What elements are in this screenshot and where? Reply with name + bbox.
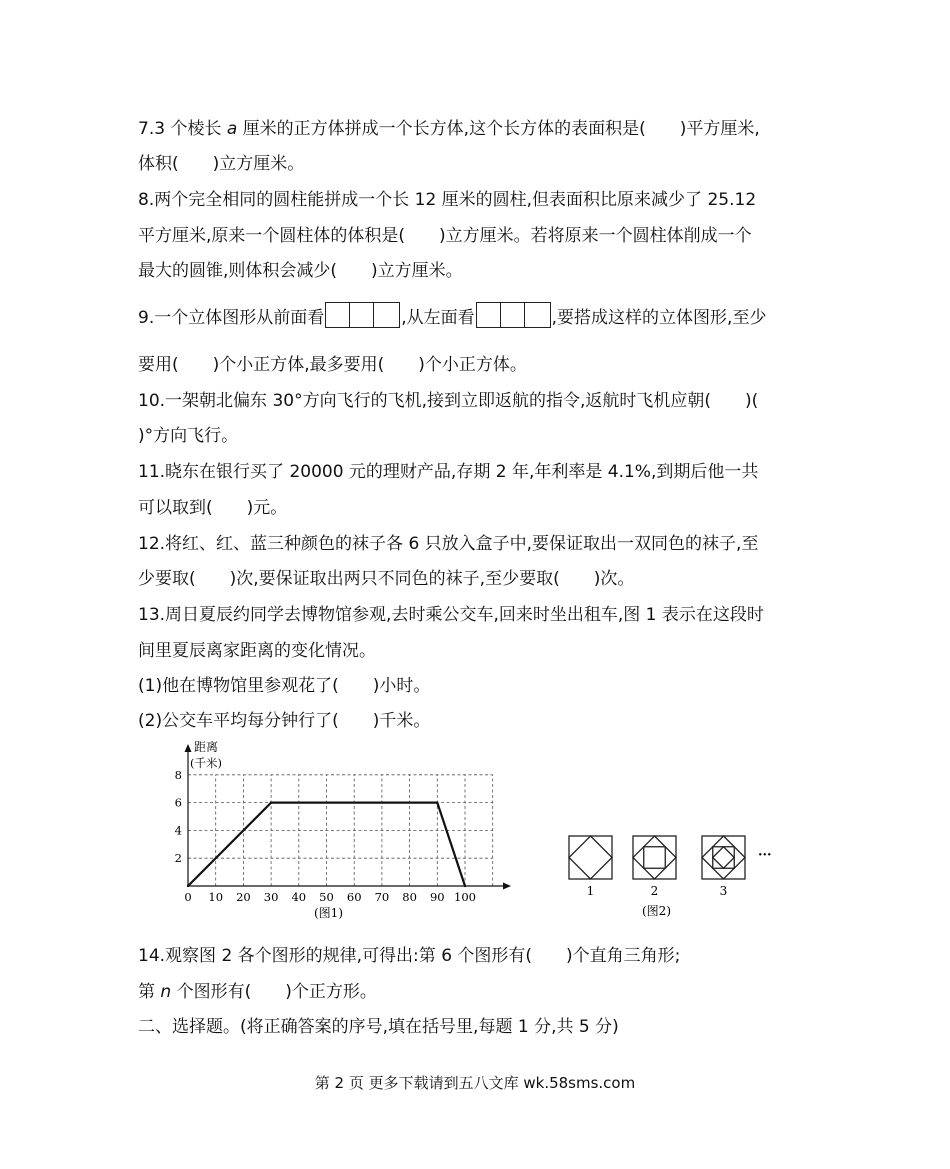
pattern-figure <box>560 828 790 923</box>
x-tick-label: 10 <box>208 890 224 904</box>
q12-line2: 少要取( )次,要保证取出两只不同色的袜子,至少要取( )次。 <box>138 569 635 589</box>
x-tick-label: 70 <box>374 890 390 904</box>
pattern-shape-3 <box>702 836 745 879</box>
x-tick-label: 60 <box>346 890 362 904</box>
pattern-shape-2 <box>633 836 676 879</box>
y-tick-label: 6 <box>174 795 182 810</box>
pattern-label-1: 1 <box>586 884 595 898</box>
y-axis-arrow <box>185 744 192 752</box>
q11-line2: 可以取到( )元。 <box>138 498 288 518</box>
y-tick-label: 2 <box>174 851 182 866</box>
q8-line3: 最大的圆锥,则体积会减少( )立方厘米。 <box>138 261 463 281</box>
pattern-ellipsis: ··· <box>758 848 772 863</box>
x-tick-label: 90 <box>429 890 445 904</box>
x-tick-label: 40 <box>291 890 307 904</box>
q8-line2: 平方厘米,原来一个圆柱体的体积是( )立方厘米。若将原来一个圆柱体削成一个 <box>138 226 752 246</box>
section2-heading: 二、选择题。(将正确答案的序号,填在括号里,每题 1 分,共 5 分) <box>138 1017 619 1037</box>
x-tick-label: 100 <box>454 890 476 904</box>
q13-line1: 13.周日夏辰约同学去博物馆参观,去时乘公交车,回来时坐出租车,图 1 表示在这段时 <box>138 605 764 625</box>
front-view-boxes <box>325 302 400 328</box>
y-axis-unit: (千米) <box>190 756 222 770</box>
y-tick-label: 4 <box>174 823 182 838</box>
data-point <box>436 801 438 803</box>
figure1-caption: (图1) <box>314 906 343 920</box>
x-tick-label: 30 <box>263 890 279 904</box>
q7-line1: 7.3 个棱长 a 厘米的正方体拼成一个长方体,这个长方体的表面积是( )平方厘米, <box>138 119 760 139</box>
var-n: n <box>160 982 172 1002</box>
data-point <box>187 885 189 887</box>
figure2-caption: (图2) <box>642 904 671 918</box>
distance-time-chart <box>160 735 530 925</box>
q10-line1: 10.一架朝北偏东 30°方向飞行的飞机,接到立即返航的指令,返航时飞机应朝( )( <box>138 391 759 411</box>
x-axis-arrow <box>503 883 511 890</box>
y-tick-label: 8 <box>174 767 182 782</box>
x-tick-label: 0 <box>184 890 192 904</box>
page-footer: 第 2 页 更多下载请到五八文库 wk.58sms.com <box>314 1074 636 1092</box>
q13-sub1: (1)他在博物馆里参观花了( )小时。 <box>138 676 431 696</box>
y-axis-title: 距离 <box>194 740 219 754</box>
q14-line1: 14.观察图 2 各个图形的规律,可得出:第 6 个图形有( )个直角三角形; <box>138 946 681 966</box>
x-tick-label: 80 <box>402 890 417 904</box>
q12-line1: 12.将红、红、蓝三种颜色的袜子各 6 只放入盒子中,要保证取出一双同色的袜子,至 <box>138 534 759 554</box>
data-point <box>464 885 466 887</box>
x-tick-label: 20 <box>236 890 251 904</box>
x-tick-label: 50 <box>319 890 334 904</box>
chart-axes <box>185 744 512 890</box>
pattern-label-2: 2 <box>650 884 659 898</box>
pattern-label-3: 3 <box>719 884 728 898</box>
q11-line1: 11.晓东在银行买了 20000 元的理财产品,存期 2 年,年利率是 4.1%,到期后他一共 <box>138 462 759 482</box>
pattern-shape-1 <box>569 836 612 879</box>
var-a: a <box>226 119 238 139</box>
q13-line2: 间里夏辰离家距离的变化情况。 <box>138 641 376 661</box>
left-view-boxes <box>476 302 551 328</box>
data-point <box>270 801 272 803</box>
q14-line2: 第 n 个图形有( )个正方形。 <box>138 982 377 1002</box>
q9-line1: 9.一个立体图形从前面看 ,从左面看 ,要搭成这样的立体图形,至少 <box>138 302 766 329</box>
q7-line2: 体积( )立方厘米。 <box>138 154 305 174</box>
q8-line1: 8.两个完全相同的圆柱能拼成一个长 12 厘米的圆柱,但表面积比原来减少了 25.12 <box>138 190 757 210</box>
q13-sub2: (2)公交车平均每分钟行了( )千米。 <box>138 711 431 731</box>
q10-line2: )°方向飞行。 <box>138 426 239 446</box>
q9-line2: 要用( )个小正方体,最多要用( )个小正方体。 <box>138 355 527 375</box>
